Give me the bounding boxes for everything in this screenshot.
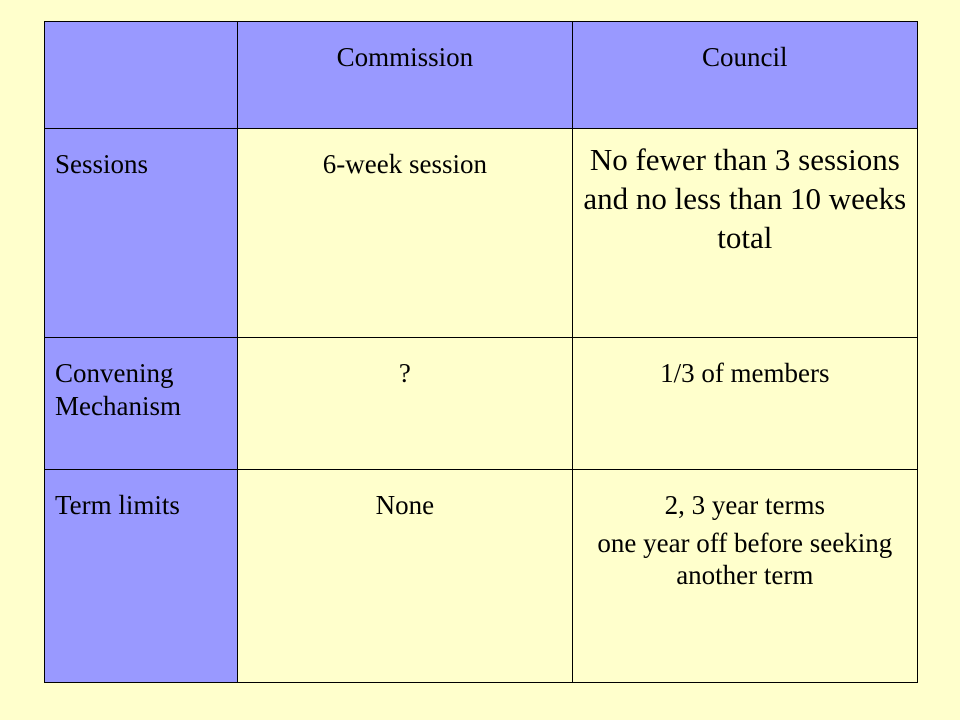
commission-cell <box>238 338 572 469</box>
header-commission-cell <box>238 22 572 129</box>
header-corner-text <box>45 22 237 41</box>
row-label-term-limits: Term limits <box>55 489 180 520</box>
table-row-term-limits <box>45 469 918 682</box>
comparison-table <box>44 21 918 683</box>
term-council-line: 2, 3 year terms <box>664 489 826 520</box>
row-label-cell <box>45 338 238 469</box>
row-label-cell <box>45 469 238 682</box>
sessions-commission-value: 6-week session <box>322 149 488 180</box>
row-label-line: Mechanism <box>55 390 181 421</box>
sessions-council-value: No fewer than 3 sessions and no less than 10 weeks total <box>583 142 907 255</box>
header-council: Council <box>702 42 788 72</box>
header-commission: Commission <box>336 42 474 72</box>
header-council-cell <box>572 22 917 129</box>
council-cell <box>572 338 917 469</box>
table-header-row <box>45 22 918 129</box>
row-label-sessions: Sessions <box>55 149 149 180</box>
term-commission-value: None <box>375 489 435 520</box>
term-council-line: one year off before seeking another term <box>597 528 893 591</box>
council-cell <box>572 469 917 682</box>
row-label-cell <box>45 129 238 338</box>
commission-cell <box>238 469 572 682</box>
table-row-convening <box>45 338 918 469</box>
row-label-line: Convening <box>55 358 174 389</box>
header-corner-cell <box>45 22 238 129</box>
convening-council-value: 1/3 of members <box>660 358 830 389</box>
council-cell <box>572 129 917 338</box>
convening-commission-value: ? <box>398 358 411 389</box>
commission-cell <box>238 129 572 338</box>
table-row-sessions <box>45 129 918 338</box>
term-council-value <box>573 470 917 592</box>
row-label-convening <box>45 338 237 422</box>
